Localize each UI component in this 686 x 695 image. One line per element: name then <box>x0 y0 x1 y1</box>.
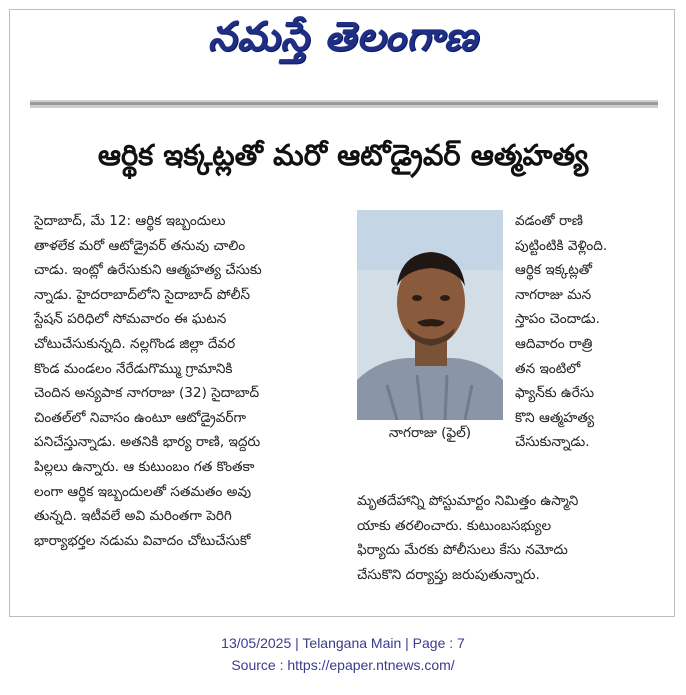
article-line: కొండ మండలం నేరేడుగొమ్ము గ్రామానికి <box>34 360 233 377</box>
article-line: లంగా ఆర్థిక ఇబ్బందులతో సతమతం అవు <box>34 483 252 500</box>
article-line: ఆర్థిక ఇక్కట్లతో <box>515 262 592 279</box>
article-line: న్నాడు. హైదరాబాద్‌లోని సైదాబాద్ పోలీస్ <box>34 286 251 303</box>
article-line: భార్యాభర్తల నడుమ వివాదం చోటుచేసుకో <box>34 532 251 549</box>
masthead-divider <box>30 100 658 108</box>
article-line: తాళలేక మరో ఆటోడ్రైవర్ తనువు చాలిం <box>34 237 246 254</box>
article-line: స్టేషన్ పరిధిలో సోమవారం ఈ ఘటన <box>34 311 227 328</box>
article-line: పుట్టింటికి వెళ్లింది. <box>515 237 608 254</box>
footer-date-page: 13/05/2025 | Telangana Main | Page : 7 <box>221 635 465 651</box>
article-line: ఫిర్యాదు మేరకు పోలీసులు కేసు నమోదు <box>357 542 568 559</box>
article-column-left <box>34 209 342 553</box>
article-line: పిల్లలు ఉన్నారు. ఆ కుటుంబం గత కొంతకా <box>34 458 255 475</box>
article-line: పనిచేస్తున్నాడు. అతనికి భార్య రాణి, ఇద్దరు <box>34 434 261 451</box>
article-column-bottom <box>357 489 647 587</box>
person-photo <box>357 210 503 420</box>
article-line: కొని ఆత్మహత్య <box>515 409 595 426</box>
article-line: చెందిన అన్యపాక నాగరాజు (32) సైదాబాద్ <box>34 385 260 402</box>
photo-caption: నాగరాజు (ఫైల్) <box>388 425 472 441</box>
article-headline: ఆర్థిక ఇక్కట్లతో మరో ఆటోడ్రైవర్ ఆత్మహత్య <box>97 138 589 172</box>
article-line: సైదాబాద్, మే 12: ఆర్థిక ఇబ్బందులు <box>34 213 226 229</box>
article-line: నాగరాజు మన <box>515 286 592 303</box>
article-line: చేసుకున్నాడు. <box>515 434 590 451</box>
article-line: తున్నది. ఇటీవలే అవి మరింతగా పెరిగి <box>34 508 232 525</box>
article-line: మృతదేహాన్ని పోస్టుమార్టం నిమిత్తం ఉస్మాని <box>357 493 579 509</box>
footer-source: Source : https://epaper.ntnews.com/ <box>231 657 455 673</box>
person-photo-illustration <box>357 210 503 420</box>
masthead-logo: నమస్తే తెలంగాణ <box>207 14 479 60</box>
article-column-right <box>515 209 646 455</box>
article-line: చాడు. ఇంట్లో ఉరేసుకుని ఆత్మహత్య చేసుకు <box>34 262 262 279</box>
article-line: వడంతో రాణి <box>515 213 583 229</box>
article-line: యాకు తరలించారు. కుటుంబసభ్యుల <box>357 517 552 534</box>
source-footer <box>0 632 686 676</box>
article-line: స్తాపం చెందాడు. <box>515 311 600 328</box>
article-line: ఆదివారం రాత్రి <box>515 335 593 352</box>
article-line: చింతల్‌లో నివాసం ఉంటూ ఆటోడ్రైవర్‌గా <box>34 409 247 426</box>
article-line: తన ఇంటిలో <box>515 360 581 377</box>
article-line: ఫ్యాన్‌కు ఉరేసు <box>515 385 595 402</box>
article-line: చోటుచేసుకున్నది. నల్లగొండ జిల్లా దేవర <box>34 335 236 352</box>
article-line: చేసుకొని దర్యాప్తు జరుపుతున్నారు. <box>357 566 540 583</box>
